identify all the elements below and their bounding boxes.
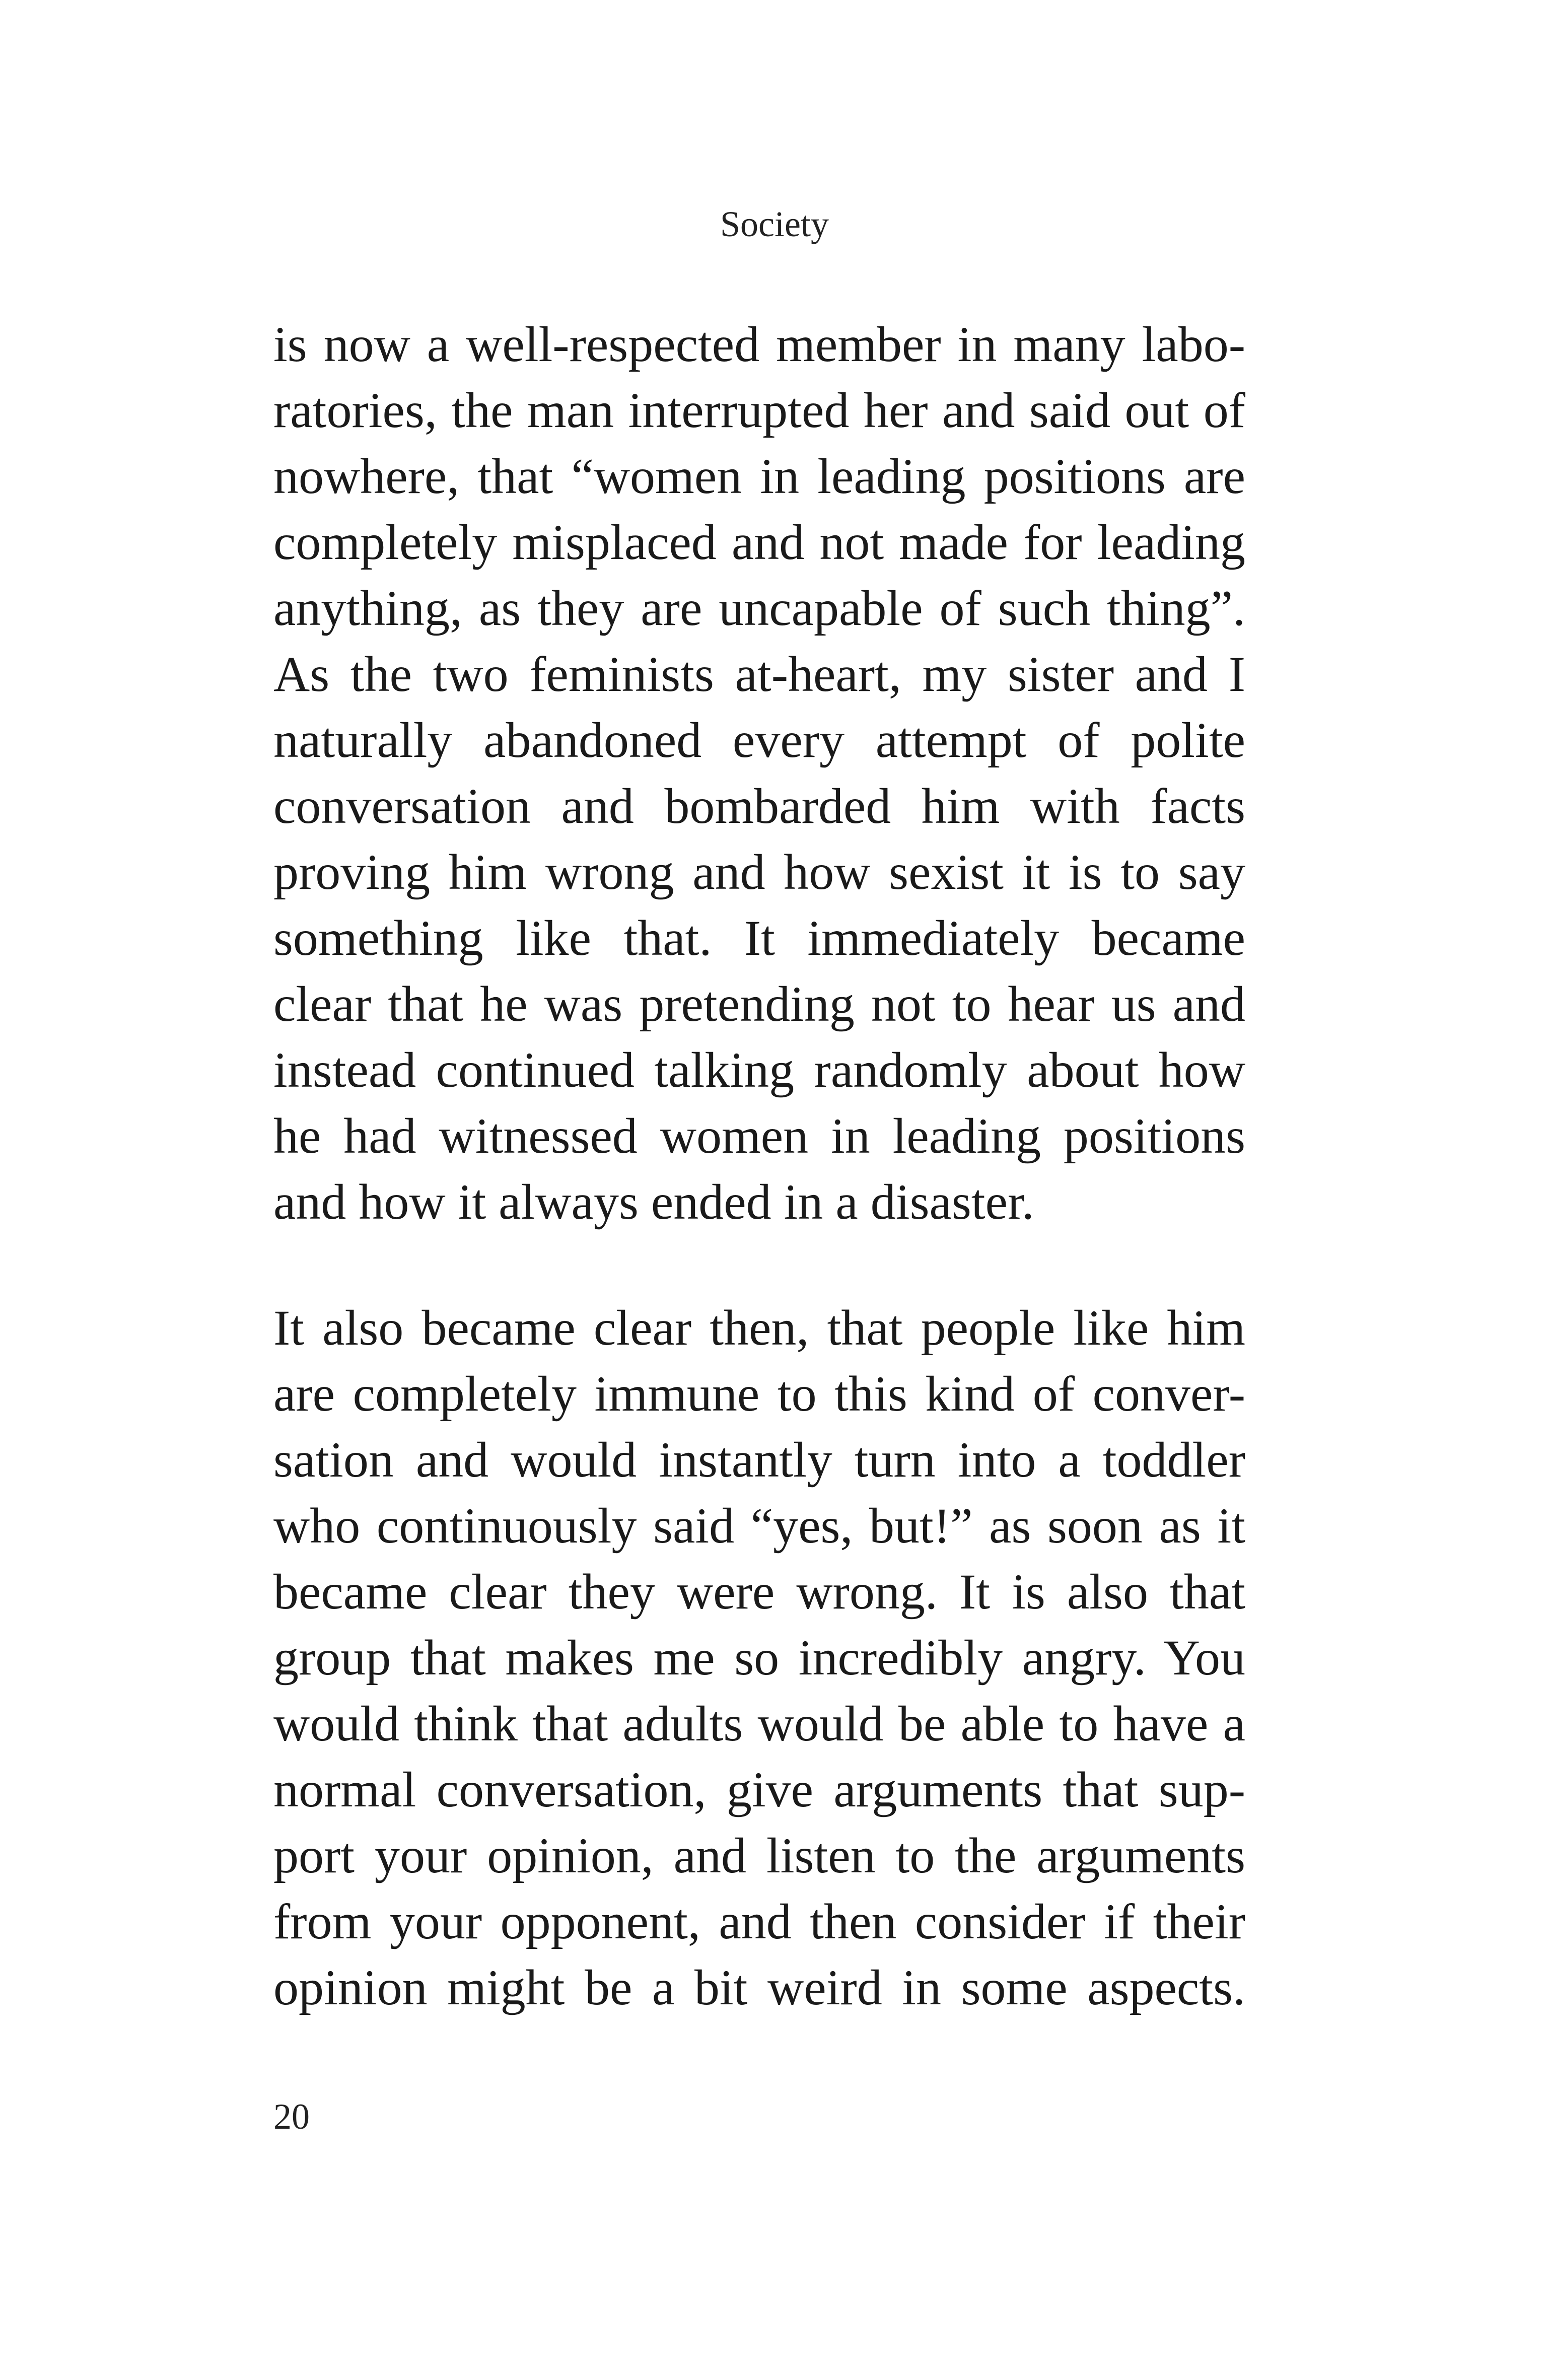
text-line: group that makes me so incredibly angry. You (273, 1630, 1245, 1686)
text-line: is now a well-respected member in many labo- (273, 316, 1245, 372)
text-line: proving him wrong and how sexist it is to say (273, 844, 1245, 900)
text-line: and how it always ended in a disaster. (273, 1174, 1034, 1230)
text-line: from your opponent, and then consider if their (273, 1894, 1245, 1949)
text-line: clear that he was pretending not to hear us and (273, 976, 1245, 1032)
text-line: ratories, the man interrupted her and said out of (273, 382, 1245, 438)
text-line: became clear they were wrong. It is also that (273, 1564, 1245, 1620)
text-line: are completely immune to this kind of conver- (273, 1366, 1245, 1422)
text-line: conversation and bombarded him with facts (273, 778, 1245, 834)
text-line: nowhere, that “women in leading positions are (273, 448, 1245, 504)
text-line: port your opinion, and listen to the arguments (273, 1828, 1245, 1883)
text-line: naturally abandoned every attempt of polite (273, 712, 1245, 768)
text-line: As the two feminists at-heart, my sister and I (273, 646, 1245, 702)
text-line: he had witnessed women in leading positions (273, 1108, 1245, 1164)
text-line: anything, as they are uncapable of such thing”. (273, 580, 1245, 636)
text-line: opinion might be a bit weird in some aspects. (273, 1959, 1245, 2015)
text-line: normal conversation, give arguments that sup- (273, 1762, 1245, 1817)
body-text (273, 311, 1245, 2020)
text-line: would think that adults would be able to have a (273, 1696, 1245, 1752)
running-header: Society (720, 204, 829, 244)
text-line: completely misplaced and not made for leading (273, 514, 1245, 570)
page-number: 20 (273, 2096, 310, 2137)
text-line: It also became clear then, that people like him (273, 1300, 1245, 1356)
paragraph (273, 311, 1245, 1235)
paragraph (273, 1295, 1245, 2020)
text-line: something like that. It immediately became (273, 910, 1245, 966)
paragraph-break (273, 1235, 1245, 1295)
text-line: who continuously said “yes, but!” as soon as it (273, 1498, 1245, 1554)
text-line: sation and would instantly turn into a toddler (273, 1432, 1245, 1488)
text-line: instead continued talking randomly about how (273, 1042, 1245, 1098)
